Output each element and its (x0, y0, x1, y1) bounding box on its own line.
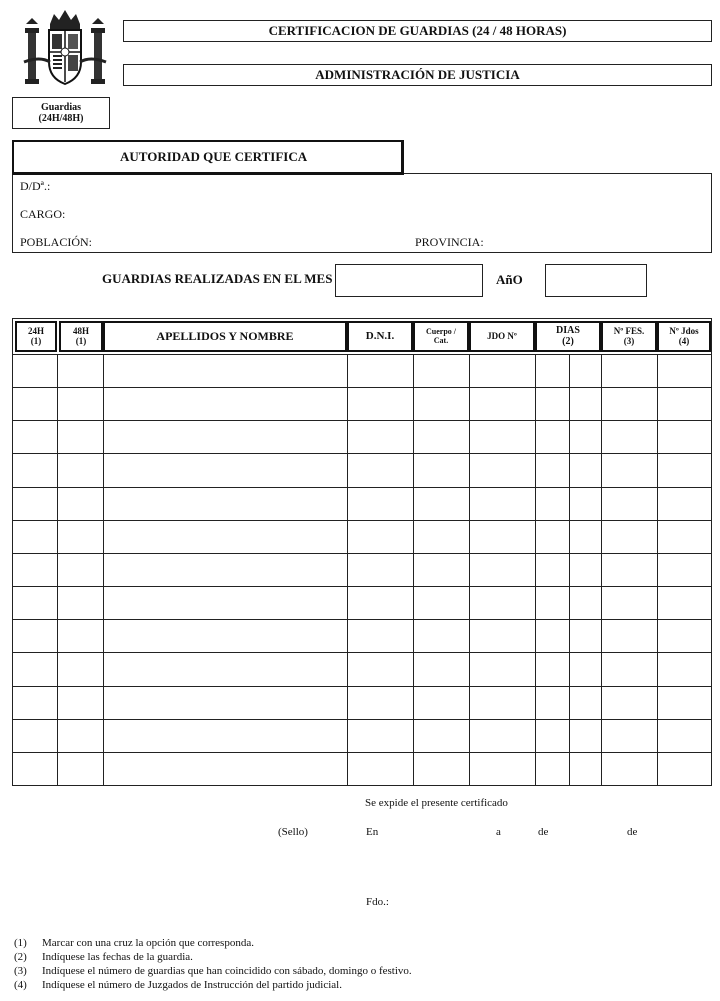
coat-of-arms-icon (20, 6, 110, 92)
col-header-fes-l1: Nº FES. (613, 326, 645, 337)
mes-input[interactable] (335, 264, 483, 297)
col-header-fes (601, 321, 657, 352)
mes-label: GUARDIAS REALIZADAS EN EL MES (102, 271, 333, 286)
col-header-nombre-l1: APELLIDOS Y NOMBRE (156, 329, 294, 344)
note-text: Indíquese las fechas de la guardia. (42, 951, 193, 963)
authority-heading (12, 140, 404, 175)
table-row[interactable] (13, 488, 711, 520)
guardias-tag-line1: Guardias (40, 102, 81, 113)
col-header-cuerpo-l2: Cat. (433, 335, 449, 345)
col-header-dni-l1: D.N.I. (365, 329, 395, 342)
note-text: Indíquese el número de guardias que han coincidido con sábado, domingo o festivo. (42, 965, 412, 977)
col-header-jdos-l1: Nº Jdos (669, 326, 699, 337)
table-row[interactable] (13, 388, 711, 420)
note-text: Marcar con una cruz la opción que corresponda. (42, 937, 254, 949)
col-header-cuerpo-l1: Cuerpo / (426, 327, 456, 337)
fdo-label: Fdo.: (366, 896, 389, 908)
table-row[interactable] (13, 620, 711, 652)
de-label-1: de (538, 826, 549, 838)
note-number: (1) (14, 937, 27, 949)
guardias-tag (12, 97, 110, 129)
provincia-label: PROVINCIA: (415, 235, 484, 249)
en-label: En (366, 826, 379, 838)
poblacion-label: POBLACIÓN: (20, 235, 93, 249)
col-header-dias-l1: DIAS (556, 325, 580, 336)
note-number: (3) (14, 965, 27, 977)
col-header-dias-l2: (2) (562, 335, 574, 347)
note-item (14, 951, 193, 963)
sello-label: (Sello) (278, 826, 308, 838)
note-text: Indíquese el número de Juzgados de Instrucción del partido judicial. (42, 979, 342, 991)
form-title: CERTIFICACION DE GUARDIAS (24 / 48 HORAS) (123, 20, 712, 42)
col-header-48h-l2: (1) (75, 335, 87, 346)
col-header-nombre (103, 321, 347, 352)
guardias-table (12, 318, 712, 786)
col-header-jdo (469, 321, 535, 352)
col-header-24h-l1: 24H (27, 326, 44, 337)
table-row[interactable] (13, 521, 711, 553)
col-header-fes-l2: (3) (623, 335, 635, 346)
name-field[interactable] (20, 179, 400, 194)
table-row[interactable] (13, 587, 711, 619)
note-number: (2) (14, 951, 27, 963)
table-row[interactable] (13, 753, 711, 785)
table-row[interactable] (13, 421, 711, 453)
expide-text: Se expide el presente certificado (365, 797, 508, 809)
col-header-jdos-l2: (4) (678, 335, 690, 346)
a-label: a (496, 826, 501, 838)
col-header-jdo-l1: JDO Nº (487, 330, 517, 341)
col-header-jdos (657, 321, 711, 352)
note-item (14, 965, 412, 977)
provincia-field[interactable] (415, 235, 705, 250)
ano-label: AñO (496, 272, 523, 287)
de-label-2: de (627, 826, 638, 838)
col-header-dias (535, 321, 601, 352)
poblacion-field[interactable] (20, 235, 400, 250)
table-row[interactable] (13, 355, 711, 387)
form-subtitle: ADMINISTRACIÓN DE JUSTICIA (123, 64, 712, 86)
authority-heading-text: AUTORIDAD QUE CERTIFICA (120, 149, 308, 164)
note-number: (4) (14, 979, 27, 991)
table-row[interactable] (13, 687, 711, 719)
name-label: D/Dª.: (20, 179, 51, 193)
col-header-48h (59, 321, 103, 352)
table-row[interactable] (13, 454, 711, 486)
col-header-48h-l1: 48H (72, 326, 89, 337)
guardias-tag-line2: (24H/48H) (38, 113, 84, 124)
col-header-24h (15, 321, 57, 352)
col-header-cuerpo (413, 321, 469, 352)
ano-input[interactable] (545, 264, 647, 297)
cargo-label: CARGO: (20, 207, 66, 221)
col-header-dni (347, 321, 413, 352)
note-item (14, 979, 342, 991)
table-row[interactable] (13, 554, 711, 586)
note-item (14, 937, 254, 949)
col-header-24h-l2: (1) (30, 335, 42, 346)
cargo-field[interactable] (20, 207, 400, 222)
table-row[interactable] (13, 653, 711, 685)
table-row[interactable] (13, 720, 711, 752)
